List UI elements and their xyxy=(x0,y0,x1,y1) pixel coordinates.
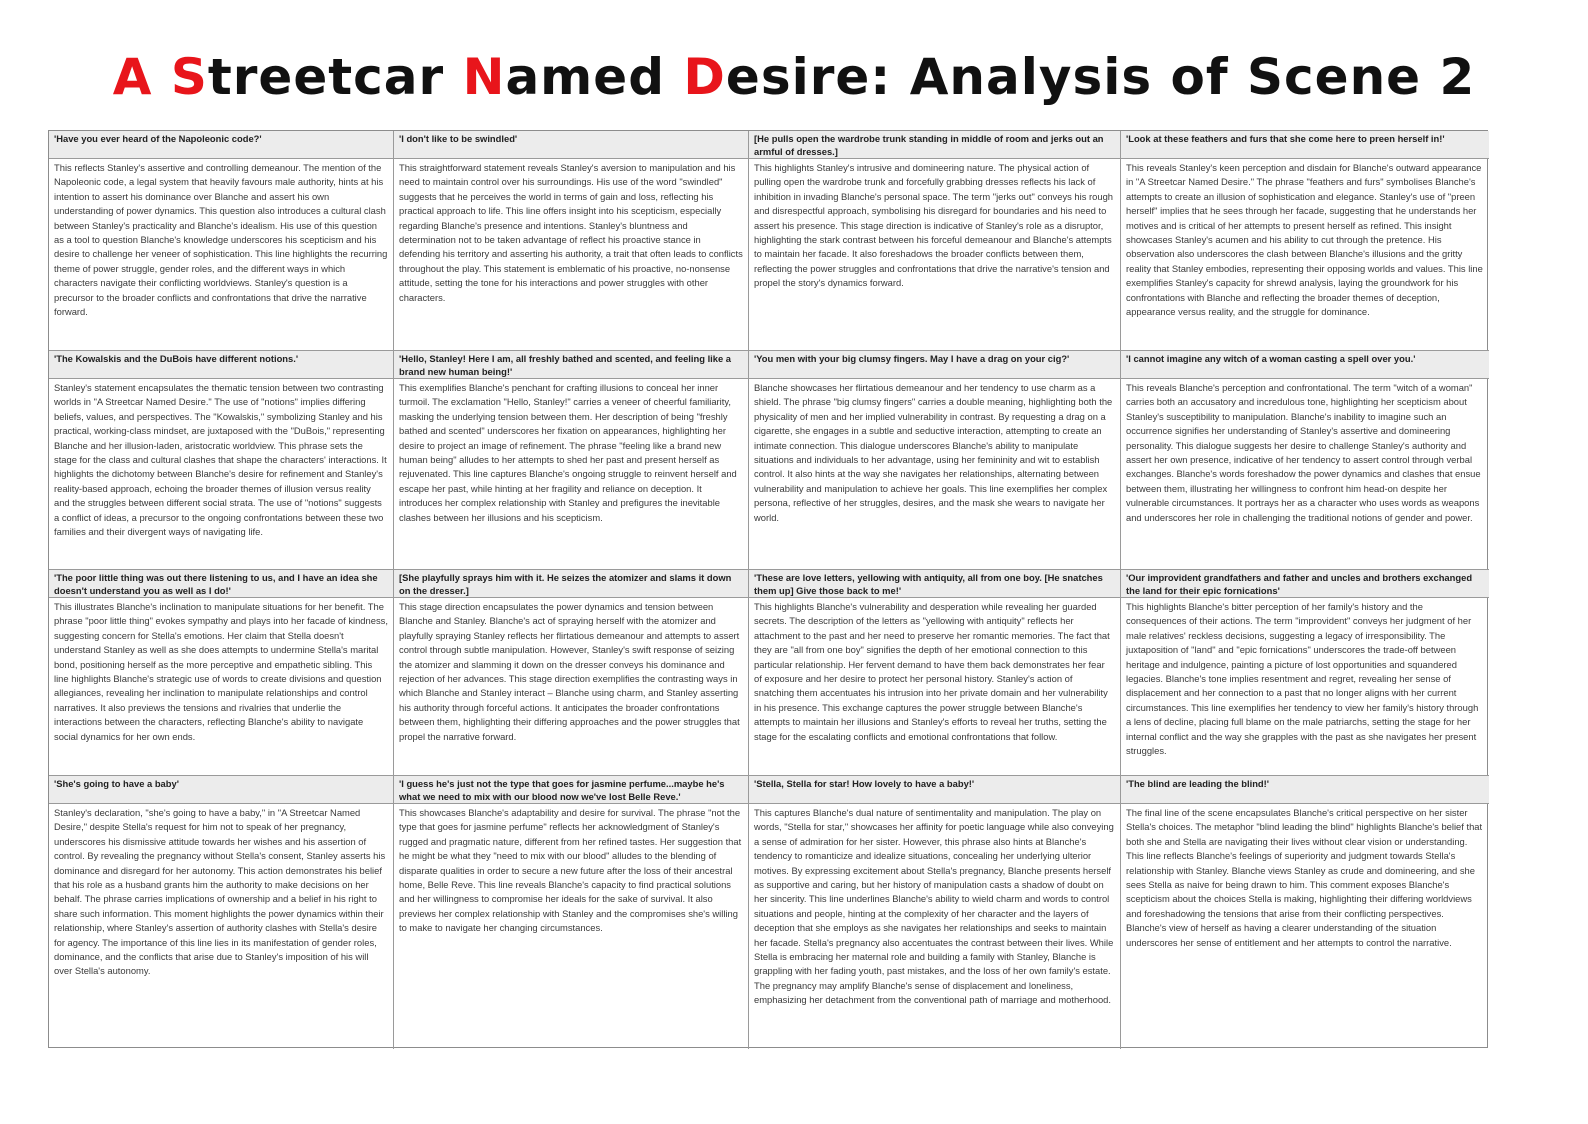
analysis-cell: The final line of the scene encapsulates Blanche's critical perspective on her sister Stella's choices. The metaphor "blind leading the blind" highlights Blanche's belief that both she and Stella are navigating their lives without clear vision or understanding. This line reflects Blanche's feelings of superiority and judgment towards Stella's relationship with Stanley. Blanche views Stanley as crude and domineering, and she sees Stella as naive for being drawn to him. This comment exposes Blanche's scepticism about the choices Stella is making, highlighting their differing worldviews and foreshadowing the tensions that arise from their conflicting perspectives. Blanche's view of herself as having a clearer understanding of the situation underscores her sense of entitlement and her attempts to control the narrative. xyxy=(1126,807,1483,948)
analysis-cell: This showcases Blanche's adaptability and desire for survival. The phrase "not the type that goes for jasmine perfume" reflects her acknowledgment of Stanley's rugged and pragmatic nature, different from her refined tastes. Her suggestion that he might be what they "need to mix with our blood" alludes to the blending of disparate qualities in order to secure a new future after the loss of their ancestral home, Belle Reve. This line reveals Blanche's capacity to find practical solutions and her willingness to compromise her ideals for the sake of survival. It also previews her complex relationship with Stanley and the compromises she's willing to make to navigate her changing circumstances. xyxy=(394,804,749,1049)
quote-cell: 'You men with your big clumsy fingers. May I have a drag on your cig?' xyxy=(749,351,1121,379)
analysis-cell: This captures Blanche's dual nature of sentimentality and manipulation. The play on words, "Stella for star," showcases her affinity for poetic language while also conveying a sense of admiration for her sister. However, this phrase also hints at Blanche's tendency to romanticize and idealize situations, concealing her underlying ulterior motives. By expressing excitement about Stella's pregnancy, Blanche presents herself as supportive and caring, but her history of manipulation casts a shadow of doubt on her sincerity. This line underlines Blanche's ability to wield charm and words to control situations and people, hinting at the complexity of her character and the layers of deception that she employs as she navigates her relationships and seeks to maintain her facade. Stella's pregnancy also accentuates the contrast between their lives. While Stella is embracing her maternal role and building a family with Stanley, Blanche is grappling with her fading youth, past mistakes, and the loss of her own family's estate. The pregnancy may amplify Blanche's sense of displacement and loneliness, emphasizing her detachment from the conventional path of marriage and motherhood. xyxy=(749,804,1121,1049)
analysis-cell: This reflects Stanley's assertive and controlling demeanour. The mention of the Napoleonic code, a legal system that heavily favours male authority, hints at his intention to assert his dominance over Blanche and assert his own understanding of power dynamics. This question also introduces a cultural clash between Stanley's practicality and Blanche's idealism. His use of this question as a tool to question Blanche's knowledge underscores his scepticism and his desire to challenge her veneer of sophistication. This line highlights the recurring theme of power struggle, gender roles, and the different ways in which characters navigate their conflicting worldviews. Stanley's question is a precursor to the broader conflicts and confrontations that drive the narrative forward. xyxy=(49,159,394,351)
quote-cell: 'I guess he's just not the type that goes for jasmine perfume...maybe he's what we need to mix with our blood now we've lost Belle Reve.' xyxy=(394,776,749,804)
analysis-cell: This highlights Blanche's bitter perception of her family's history and the consequences of their actions. The term "improvident" conveys her judgment of her male relatives' reckless decisions, suggesting a legacy of irresponsibility. The juxtaposition of "land" and "epic fornications" underscores the trade-off between heritage and indulgence, painting a picture of lost opportunities and squandered legacies. Blanche's tone implies resentment and regret, revealing her sense of displacement and her connection to a past that no longer aligns with her current circumstances. This line exemplifies her tendency to view her family's history through a lens of decline, placing full blame on the male patriarchs, setting the stage for her internal conflict and the way she grapples with the past as she navigates her present struggles. xyxy=(1121,598,1489,776)
quote-cell: 'The blind are leading the blind!' xyxy=(1121,776,1489,804)
analysis-cell: This straightforward statement reveals Stanley's aversion to manipulation and his need to maintain control over his surroundings. His use of the word "swindled" suggests that he perceives the world in terms of gain and loss, reflecting his practical approach to life. This line offers insight into his scepticism, especially regarding Blanche's presence and intentions. Stanley's bluntness and determination not to be taken advantage of reflect his proactive stance in defending his territory and asserting his authority, a trait that often leads to conflicts throughout the play. This statement is emblematic of his proactive, no-nonsense attitude, setting the tone for his interactions and power struggles with other characters. xyxy=(394,159,749,351)
title-cap-d: D xyxy=(683,48,726,106)
analysis-cell: This reveals Blanche's perception and confrontational. The term "witch of a woman" carries both an accusatory and incredulous tone, highlighting her scepticism about Stanley's susceptibility to manipulation. Blanche's inability to imagine such an occurrence signifies her understanding of Stanley's assertive and domineering personality. This dialogue suggests her desire to challenge Stanley's authority and assert her own presence, indicative of her tendency to assert control through verbal exchanges. Blanche's words foreshadow the power dynamics and clashes that ensue between them, illustrating her willingness to confront him head-on despite her vulnerable circumstances. It portrays her as a character who uses words as weapons and underscores her role in challenging the traditional notions of gender and power. xyxy=(1121,379,1489,570)
quote-cell: 'I don't like to be swindled' xyxy=(394,131,749,159)
analysis-cell: This exemplifies Blanche's penchant for crafting illusions to conceal her inner turmoil. The exclamation "Hello, Stanley!" carries a veneer of cheerful familiarity, masking the underlying tension between them. Her description of being "freshly bathed and scented" underscores her fixation on appearances, highlighting her desire to project an image of refinement. The phrase "feeling like a brand new human being" alludes to her attempts to shed her past and present herself as rejuvenated. This line captures Blanche's ongoing struggle to reinvent herself and escape her past, while hinting at her fragility and reliance on deception. It introduces her complex relationship with Stanley and prefigures the inevitable clashes between her illusions and his scepticism. xyxy=(394,379,749,570)
analysis-cell: This highlights Blanche's vulnerability and desperation while revealing her guarded secrets. The description of the letters as "yellowing with antiquity" reflects her attachment to the past and her need to preserve her romantic memories. The fact that they are "all from one boy" signifies the depth of her emotional connection to this particular relationship. Her fervent demand to have them back demonstrates her fear of exposure and her desire to protect her personal history. Stanley's action of snatching them accentuates his intrusion into her private domain and her vulnerability in his presence. This exchange captures the power struggle between Blanche's attempts to maintain her illusions and Stanley's efforts to reveal her truths, setting the stage for the escalating conflicts and emotional confrontations that follow. xyxy=(749,598,1121,776)
quote-cell: 'Hello, Stanley! Here I am, all freshly bathed and scented, and feeling like a brand new human being!' xyxy=(394,351,749,379)
title-cap-a: A xyxy=(112,48,153,106)
quote-cell: 'Look at these feathers and furs that she come here to preen herself in!' xyxy=(1121,131,1489,159)
quote-cell: 'These are love letters, yellowing with antiquity, all from one boy. [He snatches them up] Give those back to me!' xyxy=(749,570,1121,598)
quote-cell: 'Stella, Stella for star! How lovely to have a baby!' xyxy=(749,776,1121,804)
quote-cell: 'I cannot imagine any witch of a woman casting a spell over you.' xyxy=(1121,351,1489,379)
title-cap-s: S xyxy=(170,48,208,106)
quote-cell: 'Have you ever heard of the Napoleonic code?' xyxy=(49,131,394,159)
title-part-treetcar: treetcar xyxy=(207,48,463,106)
analysis-cell: Blanche showcases her flirtatious demeanour and her tendency to use charm as a shield. The phrase "big clumsy fingers" carries a double meaning, highlighting both the physicality of men and her implied vulnerability in contrast. By requesting a drag on a cigarette, she engages in a subtle and seductive interaction, attempting to create an intimate connection. This dialogue underscores Blanche's ability to manipulate situations and individuals to her advantage, using her femininity and wit to establish control. It also hints at the way she navigates her relationships, alternating between vulnerability and manipulation to achieve her goals. This line exemplifies her complex persona, reflective of her struggles, desires, and the mask she wears to navigate her world. xyxy=(749,379,1121,570)
analysis-cell: Stanley's statement encapsulates the thematic tension between two contrasting worlds in "A Streetcar Named Desire." The use of "notions" implies differing beliefs, values, and perspectives. The "Kowalskis," symbolizing Stanley and his practical, working-class mindset, are juxtaposed with the "DuBois," representing Blanche and her illusion-laden, aristocratic worldview. This phrase sets the stage for the class and cultural clashes that shape the characters' interactions. It highlights the dichotomy between Blanche's desire for refinement and Stanley's reality-based approach, echoing the broader themes of illusion versus reality and the struggles between different social strata. The use of "notions" suggests a conflict of ideas, a precursor to the ongoing confrontations between these two families and their divergent ways of navigating life. xyxy=(49,379,394,570)
analysis-cell: This illustrates Blanche's inclination to manipulate situations for her benefit. The phrase "poor little thing" evokes sympathy and plays into her facade of kindness, suggesting concern for Stella's emotions. Her claim that Stella doesn't understand Stanley as well as she does attempts to undermine Stella's marital bond, positioning herself as the more perceptive and empathetic sibling. This line highlights Blanche's strategic use of words to create divisions and question allegiances, revealing her inclination to manipulate relationships and control narratives. It also previews the tensions and rivalries that underlie the interactions between the characters, reflecting Blanche's ability to navigate social dynamics for her own ends. xyxy=(49,598,394,776)
quote-cell: 'She's going to have a baby' xyxy=(49,776,394,804)
title-space xyxy=(152,48,170,106)
quote-cell: 'Our improvident grandfathers and father and uncles and brothers exchanged the land for their epic fornications' xyxy=(1121,570,1489,598)
analysis-cell: This reveals Stanley's keen perception and disdain for Blanche's outward appearance in "A Streetcar Named Desire." The phrase "feathers and furs" symbolises Blanche's attempts to create an illusion of sophistication and elegance. Stanley's use of "preen herself" implies that he sees through her facade, suggesting that he understands her motives and is critical of her attempts to present herself as refined. This insight showcases Stanley's acumen and his ability to cut through the pretence. His observation also underscores the clash between Blanche's illusions and the gritty reality that Stanley embodies, representing their opposing worlds and values. This line exemplifies Stanley's capacity for shrewd analysis, laying the groundwork for his confrontations with Blanche and reflecting the broader themes of deception, appearance versus reality, and the struggle for dominance. xyxy=(1121,159,1489,351)
title-part-amed: amed xyxy=(505,48,684,106)
analysis-cell: This highlights Stanley's intrusive and domineering nature. The physical action of pulling open the wardrobe trunk and forcefully grabbing dresses reflects his lack of inhibition in invading Blanche's personal space. The term "jerks out" conveys his rough and disrespectful approach, symbolising his disregard for boundaries and his need to assert his presence. This stage direction is indicative of Stanley's role as a disruptor, highlighting the stark contrast between his forceful demeanour and Blanche's attempts to maintain her facade. It also foreshadows the broader conflicts between them, reflecting the power struggles and confrontations that drive the narrative's tension and propel the story's dynamics forward. xyxy=(749,159,1121,351)
analysis-cell: Stanley's declaration, "she's going to have a baby," in "A Streetcar Named Desire," despite Stella's request for him not to speak of her pregnancy, underscores his dismissive attitude towards her wishes and his assertion of control. By revealing the pregnancy without Stella's consent, Stanley asserts his dominance and disregard for her autonomy. This action demonstrates his belief that his role as a husband grants him the authority to make decisions on her behalf. The phrase carries implications of ownership and a belief in his right to share such information. This moment highlights the power dynamics within their relationship, where Stanley's assertion of authority clashes with Stella's desire for agency. The importance of this line lies in its manifestation of gender roles, dominance, and the conflicts that arise due to Stanley's imposition of his will over Stella's autonomy. xyxy=(49,804,394,1049)
analysis-table xyxy=(48,130,1488,1048)
analysis-cell: This stage direction encapsulates the power dynamics and tension between Blanche and Stanley. Blanche's act of spraying herself with the atomizer and playfully spraying Stanley reflects her flirtatious demeanour and attempts to assert control through subtle manipulation. However, Stanley's swift response of seizing the atomizer and slamming it down on the dresser conveys his dominance and rejection of her advances. This stage direction exemplifies the contrasting ways in which Blanche and Stanley interact – Blanche using charm, and Stanley asserting his authority through forceful actions. It anticipates the broader confrontations between them, highlighting their differing approaches and the power struggles that propel the narrative forward. xyxy=(394,598,749,776)
quote-cell: 'The poor little thing was out there listening to us, and I have an idea she doesn't understand you as well as I do!' xyxy=(49,570,394,598)
quote-cell: [She playfully sprays him with it. He seizes the atomizer and slams it down on the dresser.] xyxy=(394,570,749,598)
quote-cell: [He pulls open the wardrobe trunk standing in middle of room and jerks out an armful of dresses.] xyxy=(749,131,1121,159)
quote-cell: 'The Kowalskis and the DuBois have different notions.' xyxy=(49,351,394,379)
title-part-esire: esire: Analysis of Scene 2 xyxy=(725,48,1476,106)
title-cap-n: N xyxy=(462,48,506,106)
page-title xyxy=(0,48,1588,106)
